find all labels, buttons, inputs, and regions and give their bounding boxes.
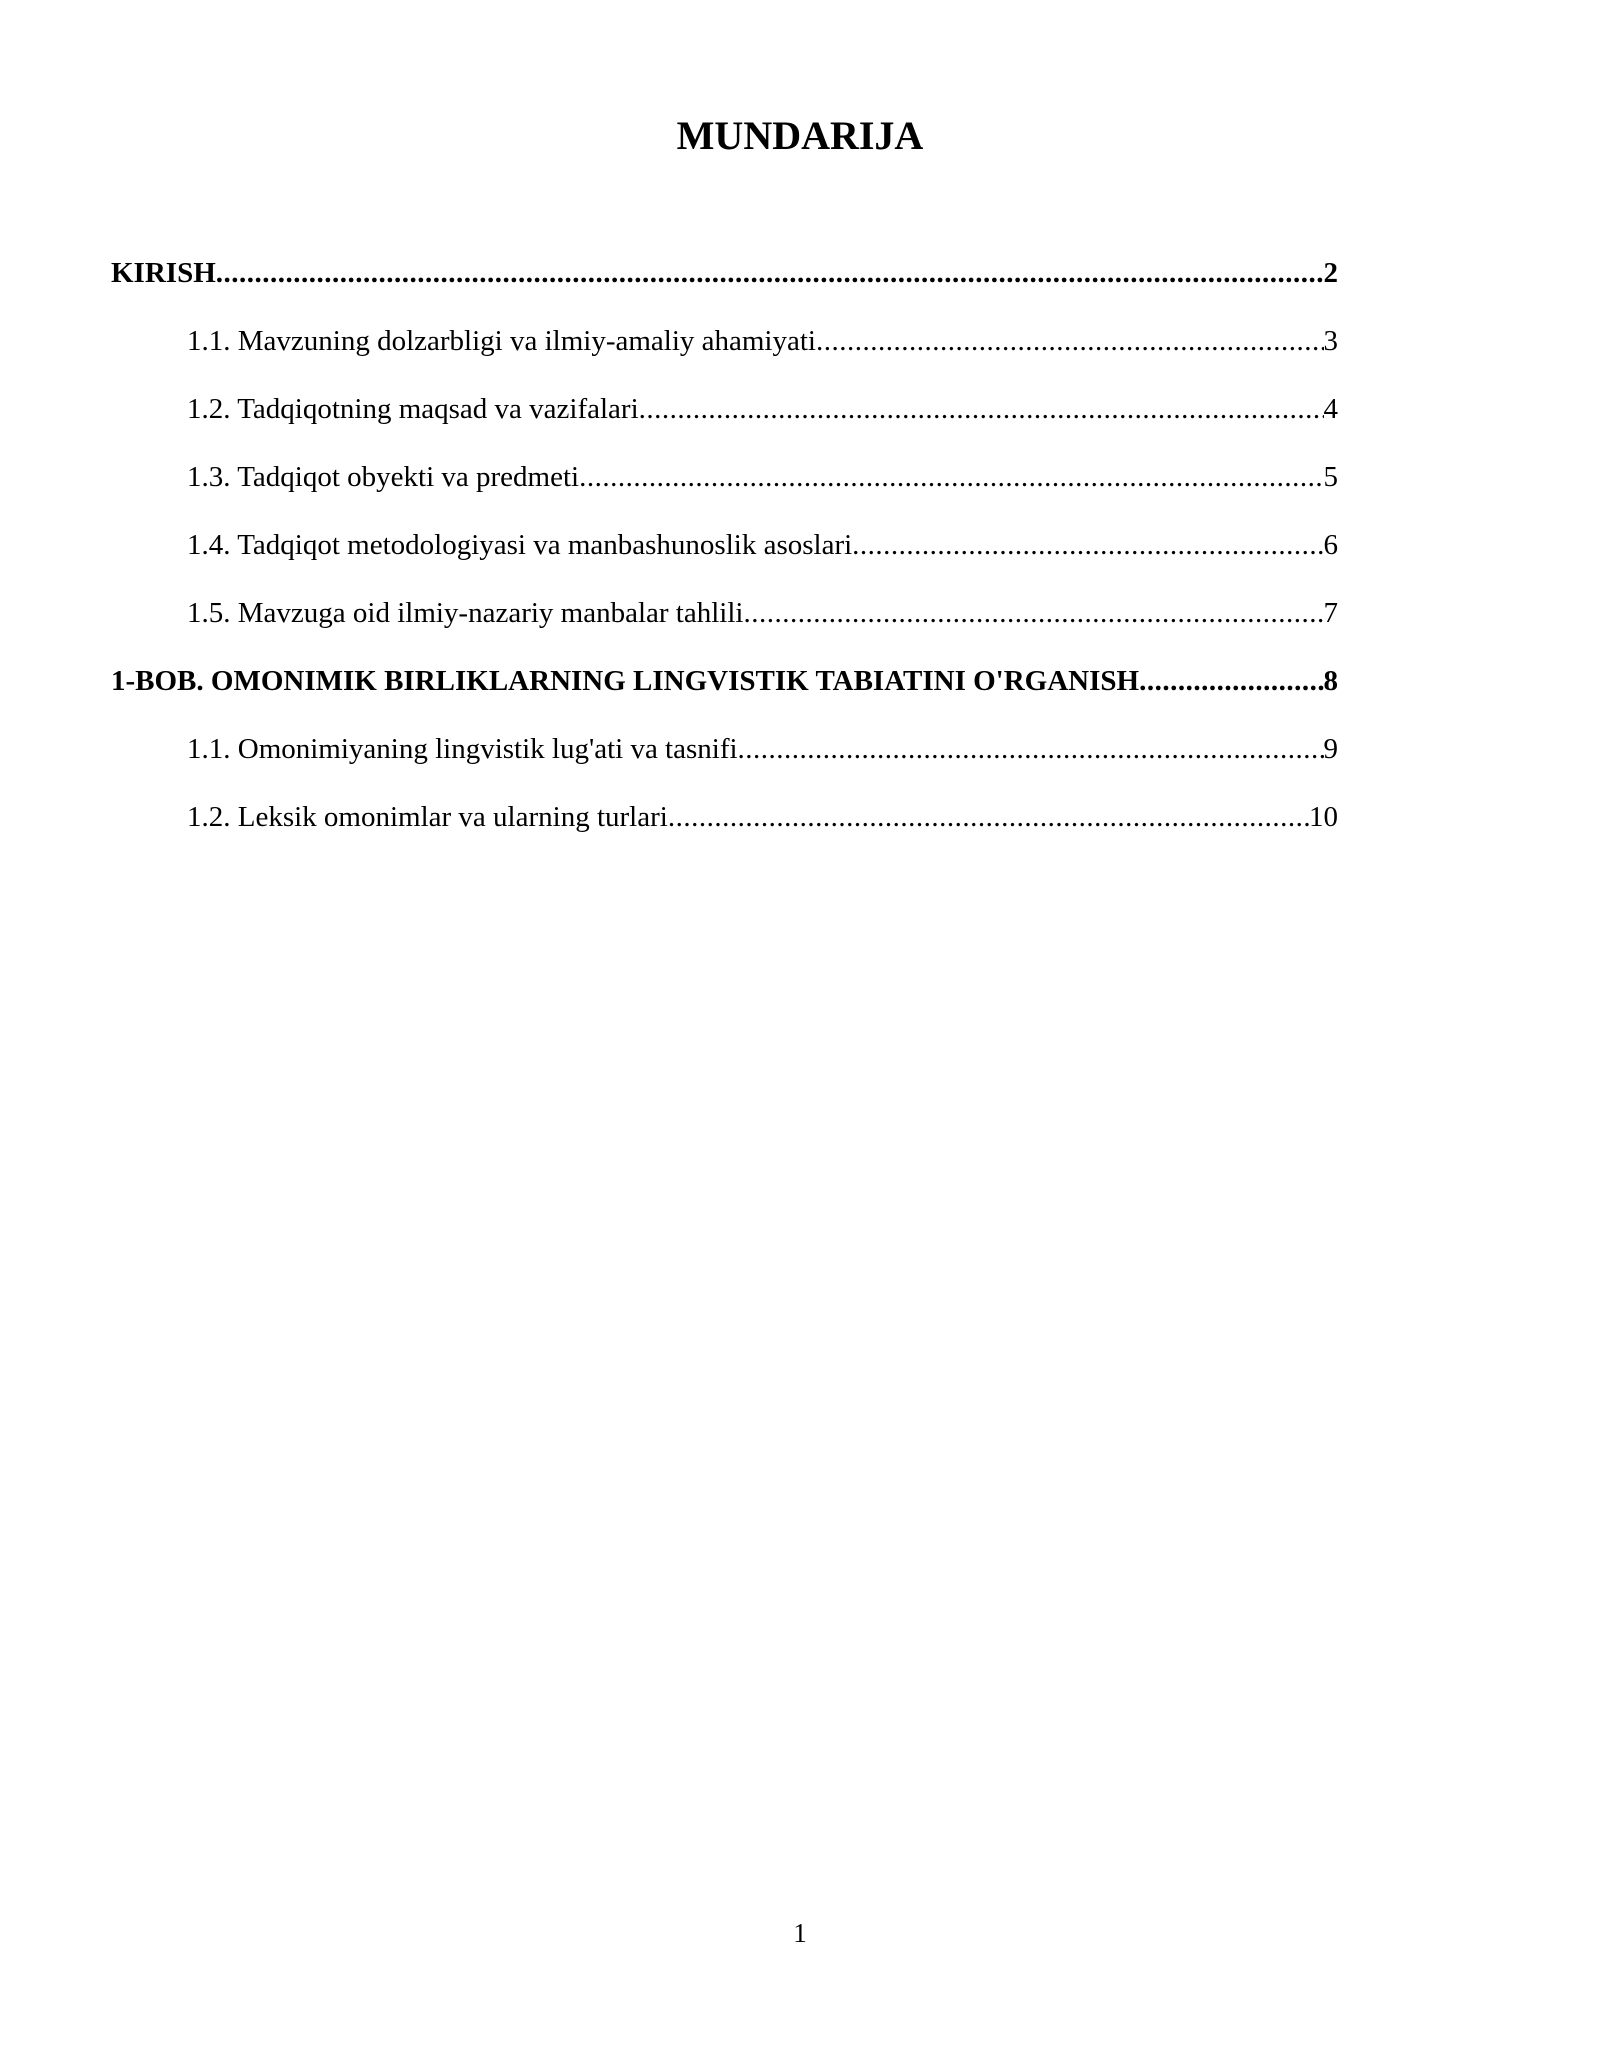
toc-page-number: 9 bbox=[1323, 733, 1338, 765]
table-of-contents bbox=[111, 250, 1338, 862]
toc-entry-label: 1.2. Leksik omonimlar va ularning turlari bbox=[187, 801, 668, 833]
toc-entry-label: KIRISH bbox=[111, 257, 216, 289]
toc-page-number: 3 bbox=[1323, 325, 1338, 357]
toc-entry-label: 1.4. Tadqiqot metodologiyasi va manbashunoslik asoslari bbox=[187, 529, 853, 561]
toc-entry-chapter-1-2[interactable] bbox=[111, 794, 1338, 862]
toc-entry-1-5[interactable] bbox=[111, 590, 1338, 658]
toc-dot-leader bbox=[816, 318, 1324, 364]
toc-entry-label: 1.2. Tadqiqotning maqsad va vazifalari bbox=[187, 393, 639, 425]
toc-entry-label: 1.1. Omonimiyaning lingvistik lug'ati va tasnifi bbox=[187, 733, 738, 765]
toc-entry-1-2[interactable] bbox=[111, 386, 1338, 454]
toc-dot-leader bbox=[1139, 658, 1323, 704]
toc-entry-kirish[interactable] bbox=[111, 250, 1338, 318]
toc-page-number: 7 bbox=[1323, 597, 1338, 629]
toc-dot-leader bbox=[639, 386, 1324, 432]
toc-page-number: 10 bbox=[1309, 801, 1338, 833]
toc-entry-1-3[interactable] bbox=[111, 454, 1338, 522]
toc-entry-label: 1.5. Mavzuga oid ilmiy-nazariy manbalar tahlili bbox=[187, 597, 744, 629]
toc-entry-chapter-1-1[interactable] bbox=[111, 726, 1338, 794]
toc-page-number: 2 bbox=[1323, 257, 1338, 289]
toc-entry-chapter-1[interactable] bbox=[111, 658, 1338, 726]
toc-dot-leader bbox=[743, 590, 1323, 636]
toc-dot-leader bbox=[668, 794, 1309, 840]
page-number: 1 bbox=[793, 1918, 807, 1948]
toc-dot-leader bbox=[738, 726, 1324, 772]
toc-page-number: 8 bbox=[1323, 665, 1338, 697]
toc-page-number: 6 bbox=[1323, 529, 1338, 561]
toc-entry-label: 1-BOB. OMONIMIK BIRLIKLARNING LINGVISTIK TABIATINI O'RGANISH bbox=[111, 665, 1140, 697]
page-title: MUNDARIJA bbox=[676, 113, 924, 158]
toc-entry-label: 1.3. Tadqiqot obyekti va predmeti bbox=[187, 461, 580, 493]
toc-dot-leader bbox=[216, 250, 1324, 296]
toc-entry-1-4[interactable] bbox=[111, 522, 1338, 590]
toc-entry-1-1[interactable] bbox=[111, 318, 1338, 386]
toc-dot-leader bbox=[579, 454, 1323, 500]
toc-entry-label: 1.1. Mavzuning dolzarbligi va ilmiy-amaliy ahamiyati bbox=[187, 325, 816, 357]
toc-page-number: 4 bbox=[1323, 393, 1338, 425]
toc-dot-leader bbox=[852, 522, 1323, 568]
toc-page-number: 5 bbox=[1323, 461, 1338, 493]
